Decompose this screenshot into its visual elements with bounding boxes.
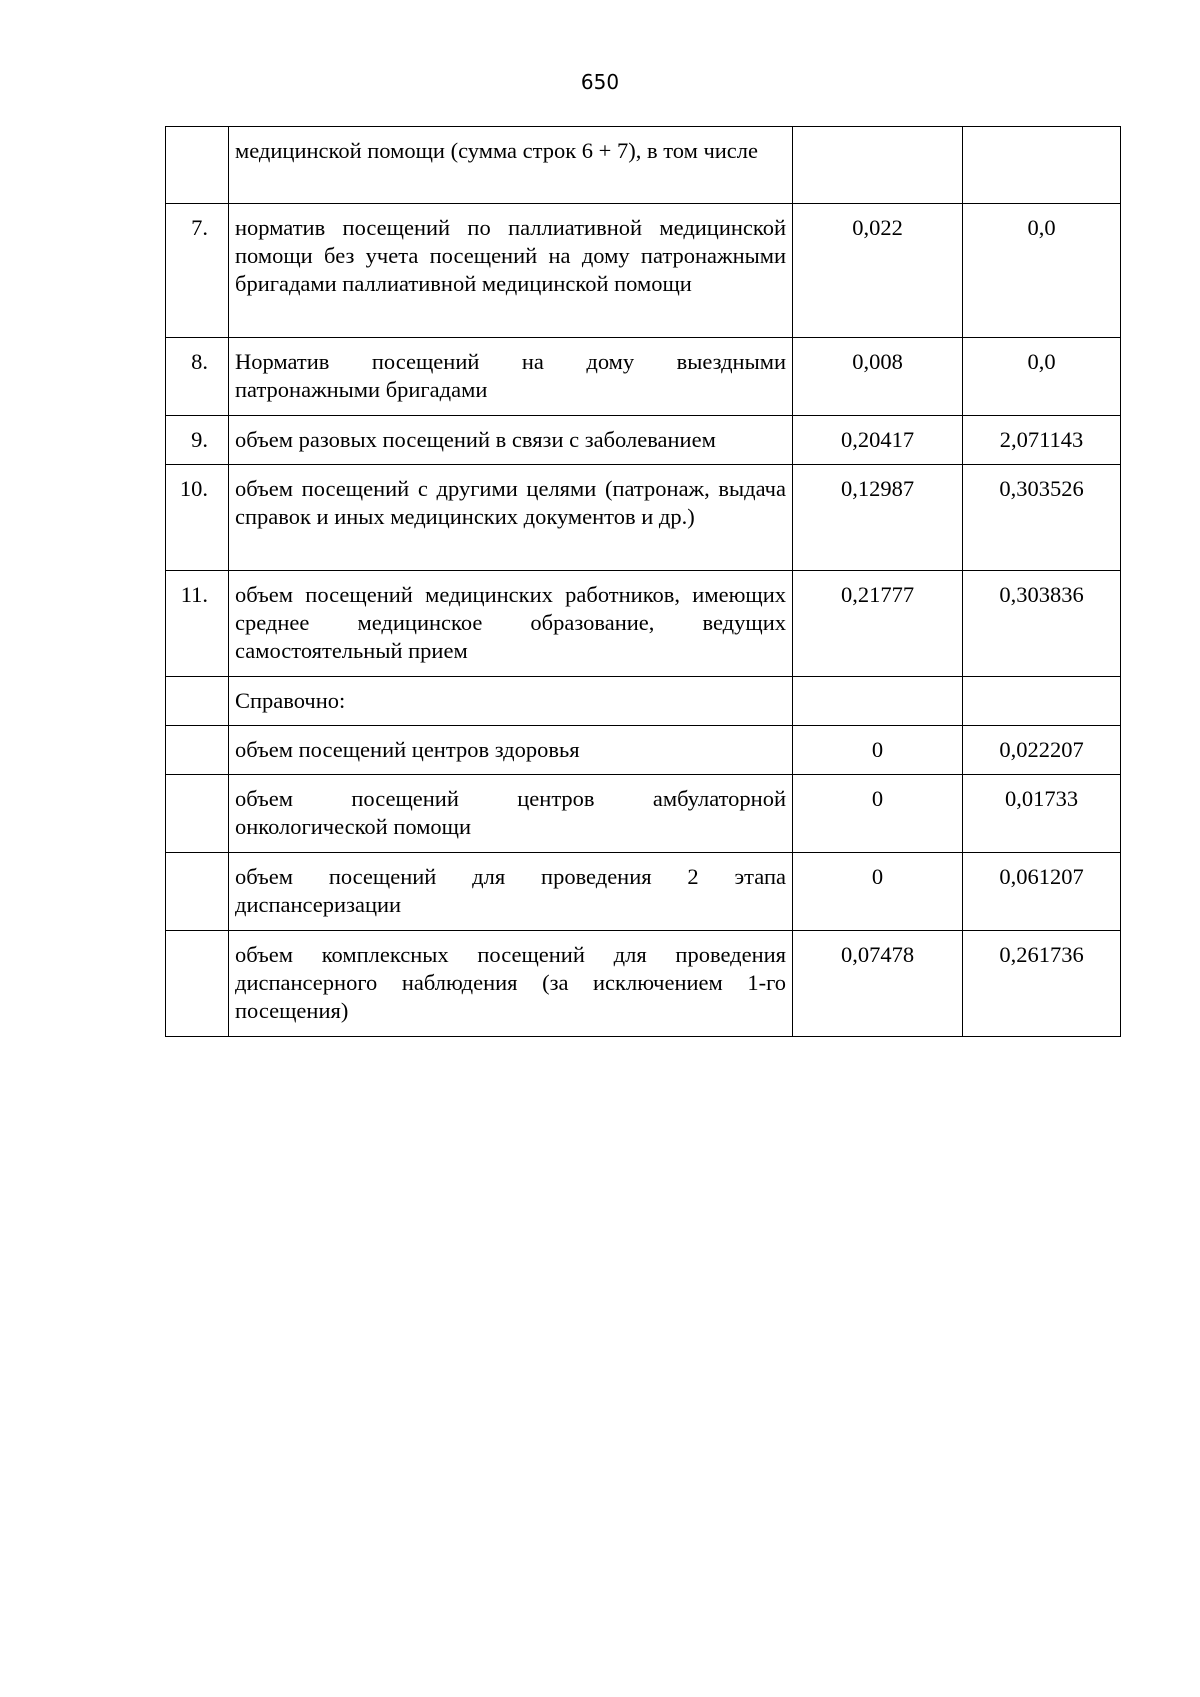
row-number: 7. <box>166 204 229 338</box>
table-row <box>166 127 1121 204</box>
row-value-1: 0,21777 <box>793 571 963 677</box>
row-value-1: 0 <box>793 775 963 853</box>
row-value-1: 0,022 <box>793 204 963 338</box>
row-value-2: 0,303836 <box>963 571 1121 677</box>
row-value-1: 0,12987 <box>793 465 963 571</box>
table-row <box>166 571 1121 677</box>
row-value-2: 2,071143 <box>963 416 1121 465</box>
row-value-1 <box>793 127 963 204</box>
row-value-2 <box>963 677 1121 726</box>
row-description: медицинской помощи (сумма строк 6 + 7), в том числе <box>229 127 793 204</box>
row-value-1: 0 <box>793 853 963 931</box>
row-value-2: 0,022207 <box>963 726 1121 775</box>
row-number <box>166 853 229 931</box>
table-row <box>166 775 1121 853</box>
table-row <box>166 465 1121 571</box>
row-description: Норматив посещений на дому выездными патронажными бригадами <box>229 338 793 416</box>
row-value-2: 0,303526 <box>963 465 1121 571</box>
table-row <box>166 416 1121 465</box>
row-value-2: 0,0 <box>963 204 1121 338</box>
row-number: 11. <box>166 571 229 677</box>
row-number <box>166 127 229 204</box>
row-value-2: 0,0 <box>963 338 1121 416</box>
row-value-1: 0,07478 <box>793 931 963 1037</box>
row-number: 10. <box>166 465 229 571</box>
table-row <box>166 677 1121 726</box>
row-number: 9. <box>166 416 229 465</box>
row-value-2: 0,01733 <box>963 775 1121 853</box>
row-value-1: 0,008 <box>793 338 963 416</box>
table-row <box>166 338 1121 416</box>
row-description: объем посещений медицинских работников, имеющих среднее медицинское образование, ведущих самостоятельный прием <box>229 571 793 677</box>
row-number <box>166 931 229 1037</box>
page-number: 650 <box>580 70 620 94</box>
row-value-1: 0 <box>793 726 963 775</box>
row-value-2: 0,261736 <box>963 931 1121 1037</box>
row-value-1: 0,20417 <box>793 416 963 465</box>
row-number <box>166 677 229 726</box>
row-value-2: 0,061207 <box>963 853 1121 931</box>
row-value-2 <box>963 127 1121 204</box>
row-number: 8. <box>166 338 229 416</box>
row-description: объем посещений для проведения 2 этапа диспансеризации <box>229 853 793 931</box>
data-table <box>165 126 1121 1037</box>
row-description: объем посещений центров амбулаторной онкологической помощи <box>229 775 793 853</box>
row-description: объем посещений с другими целями (патронаж, выдача справок и иных медицинских документов и др.) <box>229 465 793 571</box>
table-row <box>166 726 1121 775</box>
row-description: Справочно: <box>229 677 793 726</box>
row-description: объем комплексных посещений для проведения диспансерного наблюдения (за исключением 1-го посещения) <box>229 931 793 1037</box>
row-value-1 <box>793 677 963 726</box>
row-description: норматив посещений по паллиативной медицинской помощи без учета посещений на дому патронажными бригадами паллиативной медицинской помощи <box>229 204 793 338</box>
row-description: объем посещений центров здоровья <box>229 726 793 775</box>
table-row <box>166 931 1121 1037</box>
row-description: объем разовых посещений в связи с заболеванием <box>229 416 793 465</box>
row-number <box>166 726 229 775</box>
table-row <box>166 853 1121 931</box>
row-number <box>166 775 229 853</box>
table-row <box>166 204 1121 338</box>
